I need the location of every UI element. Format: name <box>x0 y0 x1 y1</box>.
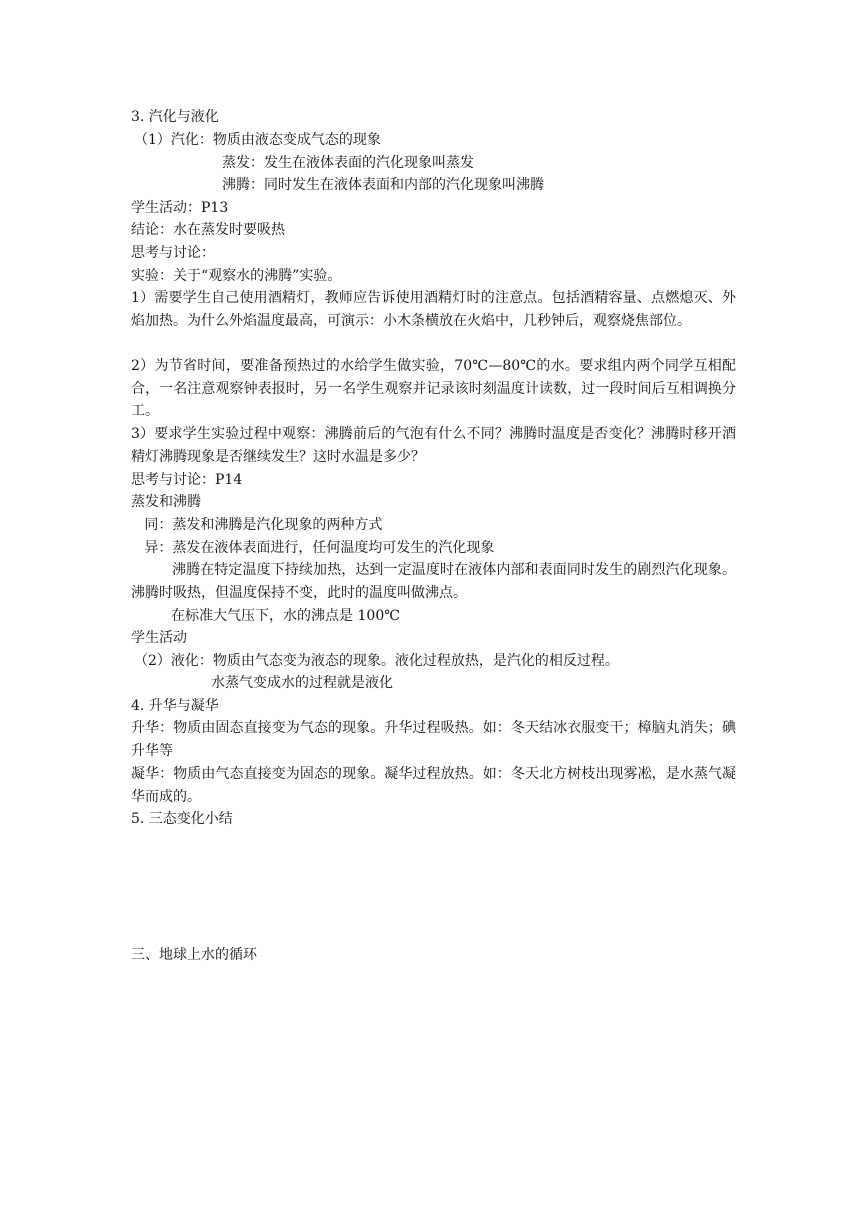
section-heading-summary: 5. 三态变化小结 <box>131 811 233 827</box>
conclusion-text: 结论：水在蒸发时要吸热 <box>131 222 285 238</box>
think-discuss-p14: 思考与讨论：P14 <box>131 472 243 488</box>
section-heading-vaporization-liquefaction: 3. 汽化与液化 <box>131 109 219 125</box>
experiment-step-2: 2）为节省时间，要准备预热过的水给学生做实验，70℃—80℃的水。要求组内两个同学互相配合，一名注意观察钟表报时，另一名学生观察并记录该时刻温度计读数，过一段时间后互相调换分工。 <box>131 358 736 420</box>
boiling-description: 沸腾在特定温度下持续加热，达到一定温度时在液体内部和表面同时发生的剧烈汽化现象。 沸腾时吸热，但温度保持不变，此时的温度叫做沸点。 <box>131 562 754 601</box>
definition-liquefaction: （2）液化：物质由气态变为液态的现象。液化过程放热，是汽化的相反过程。 <box>134 653 619 669</box>
definition-deposition: 凝华：物质由气态直接变为固态的现象。凝华过程放热。如：冬天北方树枝出现雾凇，是水蒸气凝华而成的。 <box>131 766 736 805</box>
experiment-step-1: 1）需要学生自己使用酒精灯，教师应告诉使用酒精灯时的注意点。包括酒精容量、点燃熄灭、外焰加热。为什么外焰温度最高，可演示：小木条横放在火焰中，几秒钟后，观察烧焦部位。 <box>131 290 736 329</box>
evaporation-boiling-heading: 蒸发和沸腾 <box>131 494 201 510</box>
experiment-step-3: 3）要求学生实验过程中观察：沸腾前后的气泡有什么不同？沸腾时温度是否变化？沸腾时移开酒精灯沸腾现象是否继续发生？这时水温是多少？ <box>131 426 736 465</box>
similarity-text: 同：蒸发和沸腾是汽化现象的两种方式 <box>131 517 383 533</box>
section-heading-sublimation: 4. 升华与凝华 <box>131 698 219 714</box>
boiling-point-text: 在标准大气压下，水的沸点是 100℃ <box>131 608 400 624</box>
student-activity-p13: 学生活动：P13 <box>131 200 229 216</box>
think-discuss-label: 思考与讨论： <box>131 245 215 261</box>
difference-text: 异：蒸发在液体表面进行，任何温度均可发生的汽化现象 <box>131 540 495 556</box>
section-heading-water-cycle: 三、地球上水的循环 <box>131 947 257 963</box>
student-activity-label: 学生活动 <box>131 630 187 646</box>
definition-boiling: 沸腾：同时发生在液体表面和内部的汽化现象叫沸腾 <box>222 177 544 193</box>
liquefaction-example: 水蒸气变成水的过程就是液化 <box>211 675 393 691</box>
experiment-intro: 实验：关于“观察水的沸腾”实验。 <box>131 268 342 284</box>
definition-vaporization: （1）汽化：物质由液态变成气态的现象 <box>134 132 381 148</box>
definition-evaporation: 蒸发：发生在液体表面的汽化现象叫蒸发 <box>222 155 474 171</box>
definition-sublimation: 升华：物质由固态直接变为气态的现象。升华过程吸热。如：冬天结冰衣服变干；樟脑丸消失；碘升华等 <box>131 720 736 759</box>
